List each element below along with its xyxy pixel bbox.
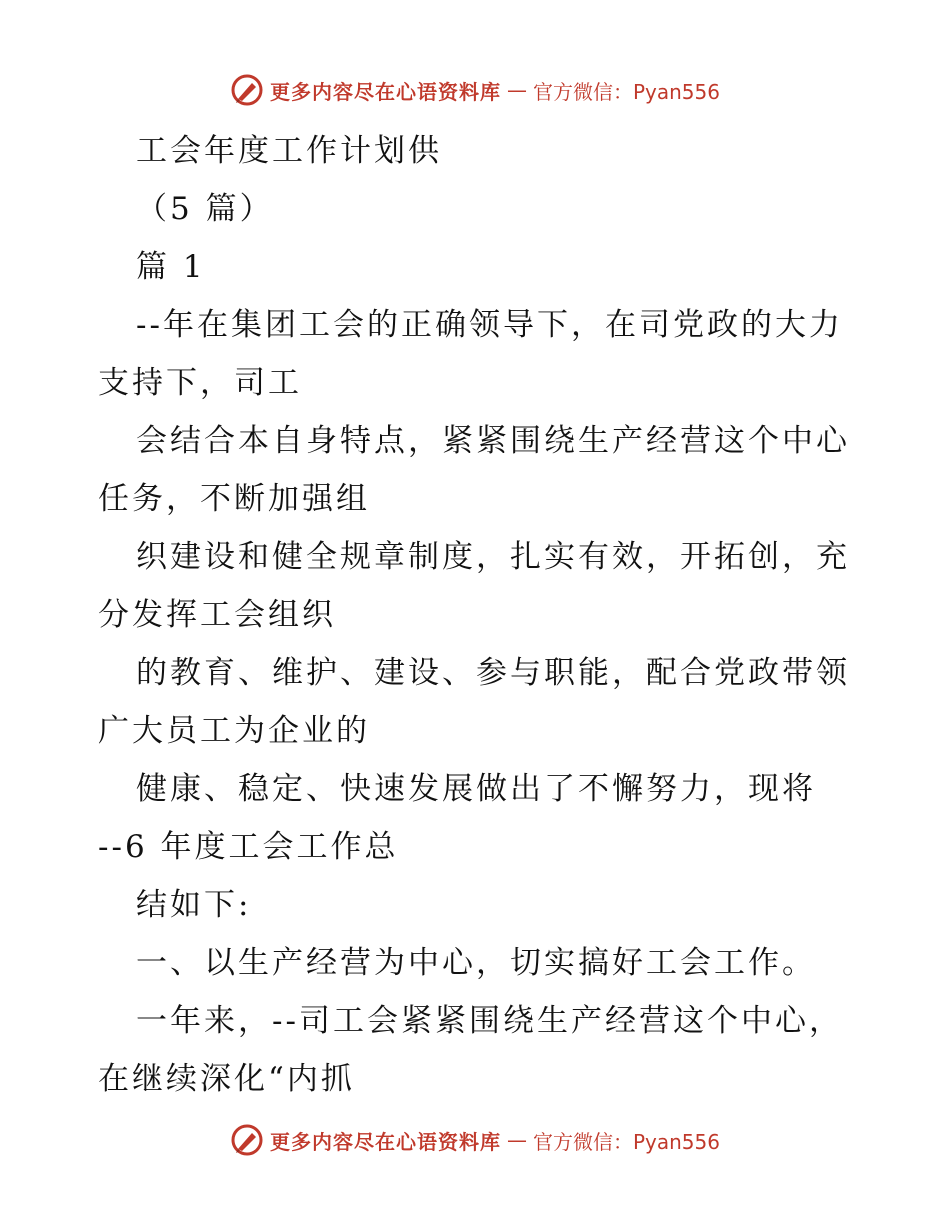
doc-line: 一、以生产经营为中心，切实搞好工会工作。 (136, 945, 816, 981)
pen-logo-icon (230, 1123, 264, 1157)
banner-wechat-text: 官方微信：Pyan556 (532, 79, 720, 104)
pen-logo-icon (230, 73, 264, 107)
doc-line: 任务，不断加强组 (98, 481, 370, 517)
doc-line: 会结合本自身特点，紧紧围绕生产经营这个中心 (136, 423, 850, 459)
doc-line: 广大员工为企业的 (98, 713, 370, 749)
doc-line: 工会年度工作计划供 (136, 133, 442, 169)
doc-line: （5 篇） (136, 191, 274, 227)
footer-banner (0, 1120, 950, 1160)
doc-line: --年在集团工会的正确领导下，在司党政的大力 (136, 307, 843, 343)
document-body (98, 122, 858, 1108)
doc-line: 一年来，--司工会紧紧围绕生产经营这个中心， (136, 1003, 843, 1039)
banner-separator: — (506, 1128, 527, 1152)
doc-line: 在继续深化“内抓 (98, 1061, 355, 1097)
banner-brand-text: 更多内容尽在心语资料库 (269, 1129, 501, 1154)
header-banner (0, 70, 950, 110)
doc-line: 健康、稳定、快速发展做出了不懈努力，现将 (136, 771, 816, 807)
banner-brand-text: 更多内容尽在心语资料库 (269, 79, 501, 104)
banner-separator: — (506, 78, 527, 102)
doc-line: 分发挥工会组织 (98, 597, 336, 633)
doc-line: 织建设和健全规章制度，扎实有效，开拓创，充 (136, 539, 850, 575)
banner-wechat-text: 官方微信：Pyan556 (532, 1129, 720, 1154)
doc-line: --6 年度工会工作总 (98, 829, 399, 865)
doc-line: 支持下，司工 (98, 365, 302, 401)
doc-line: 结如下: (136, 887, 252, 923)
doc-line: 篇 1 (136, 249, 206, 285)
doc-line: 的教育、维护、建设、参与职能，配合党政带领 (136, 655, 850, 691)
